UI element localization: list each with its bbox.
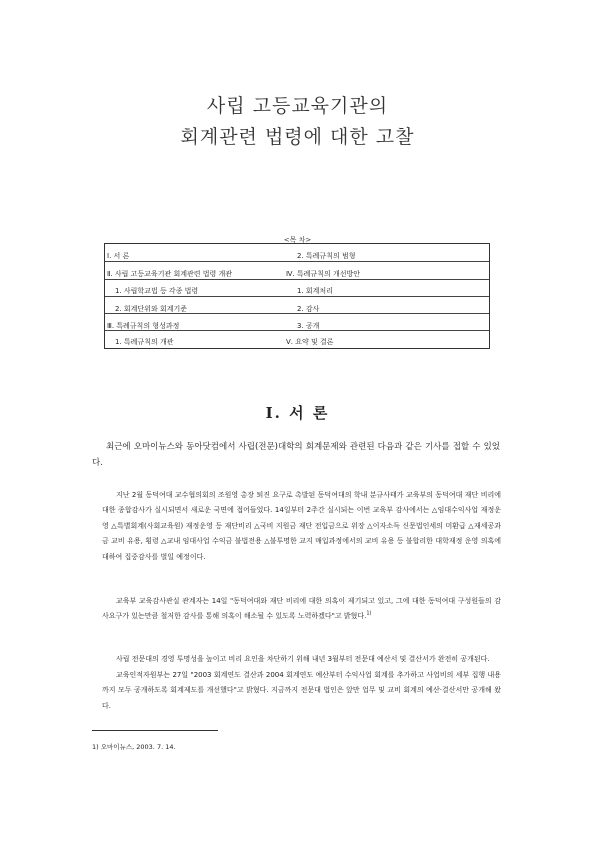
toc-item: 1. 회계처리 — [297, 287, 333, 295]
footnote: 1) 오마이뉴스, 2003. 7. 14. — [92, 743, 176, 751]
paragraph-text: 교육부 교육감사관실 관계자는 14일 "동덕여대와 재단 비리에 대한 의혹이 제기되고 있고, 그에 대한 동덕여대 구성원들의 감사요구가 있는만큼 철저한 감사를 통해 의혹이 해소될 수 있도록 노력하겠다"고 밝혔다. — [102, 597, 501, 621]
footnote-divider — [92, 730, 218, 731]
toc-item: Ⅰ. 서 론 — [107, 252, 130, 260]
toc-item: Ⅲ. 특례규칙의 형성과정 — [107, 322, 180, 330]
document-title-line-2: 회계관련 법령에 대한 고찰 — [180, 126, 415, 148]
toc-item: Ⅱ. 사립 고등교육기관 회계관련 법령 개관 — [107, 270, 232, 278]
table-of-contents — [104, 243, 490, 349]
quoted-paragraph — [102, 594, 501, 625]
toc-item: 1. 특례규칙의 개관 — [115, 338, 174, 346]
quoted-paragraph: 교육인적자원부는 27일 "2003 회계연도 결산과 2004 회계연도 예산부터 수익사업 회계를 추가하고 사업비의 세부 집행 내용까지 모두 공개하도록 회계제도를 개선했다"고 밝혔다. 지금까지 전문대 법인은 앞만 업무 및 교비 회계의 예산·결산서만 공개해 왔다. — [102, 671, 501, 710]
toc-divider — [105, 279, 489, 280]
intro-paragraph: 최근에 오마이뉴스와 동아닷컴에서 사립(전문)대학의 회계문제와 관련된 다음과 같은 기사를 접할 수 있었다. — [92, 442, 500, 468]
document-title-line-1: 사립 고등교육기관의 — [206, 95, 389, 117]
toc-item: 2. 감사 — [297, 305, 320, 313]
footnote-reference: 1) — [366, 611, 372, 618]
toc-item: Ⅴ. 요약 및 결론 — [286, 338, 334, 346]
quoted-paragraph: 지난 2월 동덕여대 교수협의회의 조원영 총장 퇴진 요구로 촉발된 동덕여대의 학내 분규사태가 교육부의 동덕여대 재단 비리에 대한 종합감사가 실시되면서 새로운 국면에 접어들었다. 14일부터 2주간 실시되는 이번 교육부 감사에서는 △임대수익사업 재정운영 △특별회계(사회교육원) 재정운영 등 재단비리 △국비 지원금 재단 전입금으로 위장 △이자소득 신문법인세의 미환급 △재세공과금 교비 유용, 횡령 △교내 임대사업 수익금 불법전용 △불투명한 교지 매입과정에서의 교비 유용 등 불합리한 대학재정 운영 의혹에 대하여 집중감사를 벌일 예정이다. — [102, 491, 501, 561]
quoted-paragraph: 사립 전문대의 경영 투명성을 높이고 비리 요인을 차단하기 위해 내년 3월부터 전문대 예산서 및 결산서가 완전히 공개된다. — [116, 655, 490, 663]
toc-item: 3. 공개 — [297, 322, 320, 330]
toc-item: 2. 특례규칙의 범형 — [297, 252, 356, 260]
toc-divider — [105, 296, 489, 297]
toc-divider — [105, 261, 489, 262]
toc-item: 2. 회계단위와 회계기준 — [115, 305, 187, 313]
toc-item: 1. 사립학교법 등 각종 법령 — [115, 287, 199, 295]
toc-caption: <목 차> — [283, 236, 312, 244]
section-heading: Ⅰ. 서 론 — [265, 404, 330, 422]
toc-item: Ⅳ. 특례규칙의 개선방안 — [286, 270, 360, 278]
